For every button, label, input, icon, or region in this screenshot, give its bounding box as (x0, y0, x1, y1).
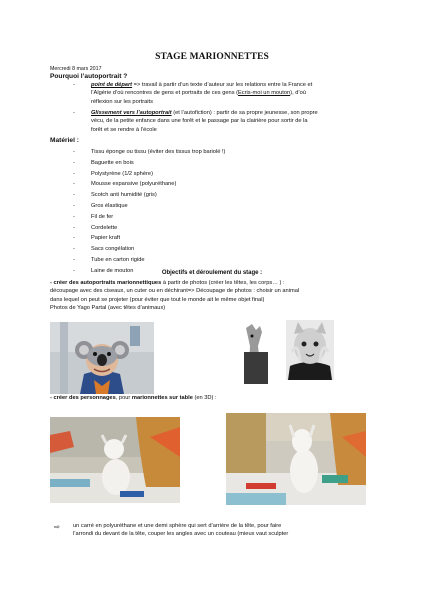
marionnettes-table-bold: marionnettes sur table (131, 395, 193, 401)
workshop-photo-right (226, 413, 366, 505)
point-depart-text1: => travail à partir d’un texte d’auteur sur les relations entre la France et (132, 82, 313, 88)
point-depart-text2: l’Algérie d’où rencontres de gens et portraits de ces gens ( (91, 90, 239, 97)
objectives-paragraph (50, 279, 390, 312)
objective-line1-bold: - créer des autoportraits marionnettiques (50, 280, 162, 286)
paragraph-point-depart (91, 81, 391, 106)
personnages-bold: - créer des personnages (50, 395, 116, 401)
point-depart-label: point de départ (91, 82, 133, 88)
list-item: - Baguette en bois (73, 158, 225, 169)
objective-line3: dans lequel on peut se projeter (pour éviter que tout le monde ait le même objet final) (50, 296, 265, 303)
list-item: - Sacs congélation (73, 244, 225, 255)
objective-line2: découpage avec des ciseaux, un cuter ou en déchirant=> Découpage de photos : choisir un animal (50, 288, 300, 295)
footer-paragraph (73, 522, 393, 539)
workshop-photo-left (50, 417, 180, 503)
list-item: - Polystyrène (1/2 sphère) (73, 169, 225, 180)
list-item: - Fil de fer (73, 212, 225, 223)
personnages-line (50, 394, 390, 402)
glissement-label: Glissement vers l’autoportrait (91, 110, 172, 116)
glissement-text2: vécu, de la petite enfance dans une forêt et le passage par la clairière pour sortir de la (91, 118, 308, 125)
personnages-rest: (en 3D) : (192, 395, 217, 401)
document-title: STAGE MARIONNETTES (155, 52, 269, 62)
ecris-moi-un-mouton-link[interactable]: Ecris-moi un mouton (238, 90, 291, 97)
animal-collage-photo (228, 318, 338, 384)
list-item: - Cordelette (73, 223, 225, 234)
list-item: - Tissu éponge ou tissu (éviter des tissus trop bariolé !) (73, 147, 225, 158)
koala-mask-photo (50, 322, 154, 394)
point-depart-text4: réflexion sur les portraits (91, 98, 153, 105)
document-date: Mercredi 8 mars 2017 (50, 66, 102, 72)
list-item: - Scotch anti humidité (gris) (73, 190, 225, 201)
footer-line2: l’arrondi du devant de la tête, couper les angles avec un couteau (mieux vaut sculpter (73, 531, 289, 538)
glissement-text3: forêt et se rendre à l’école (91, 126, 157, 133)
objective-line4: Photos de Yago Partal (avec têtes d’animaux) (50, 304, 166, 311)
list-item: - Mousse expansive (polyuréthane) (73, 179, 225, 190)
objectives-heading: Objectifs et déroulement du stage : (161, 270, 263, 276)
arrow-icon: ⇨ (54, 524, 60, 531)
bullet-dash: - (73, 82, 75, 88)
list-item: - Gros élastique (73, 201, 225, 212)
section-heading-autoportrait: Pourquoi l’autoportrait ? (50, 73, 128, 80)
bullet-dash: - (73, 110, 75, 116)
point-depart-text3: ), d’où (290, 90, 306, 97)
materials-list (73, 147, 225, 277)
objective-line1-rest: à partir de photos (créer les têtes, les corps… ) : (161, 280, 285, 286)
list-item: - Tube en carton rigide (73, 255, 225, 266)
glissement-text1: (et l’autofiction) : partir de sa propre jeunesse, son propre (171, 110, 318, 116)
footer-line1: un carré en polyuréthane et une demi sphère qui sert d’arrière de la tête, pour faire (73, 523, 282, 529)
list-item: - Papier kraft (73, 233, 225, 244)
materials-heading: Matériel : (50, 137, 79, 144)
list-item: - Laine de mouton (73, 266, 225, 277)
personnages-mid: , pour (115, 395, 132, 401)
paragraph-glissement (91, 109, 391, 134)
